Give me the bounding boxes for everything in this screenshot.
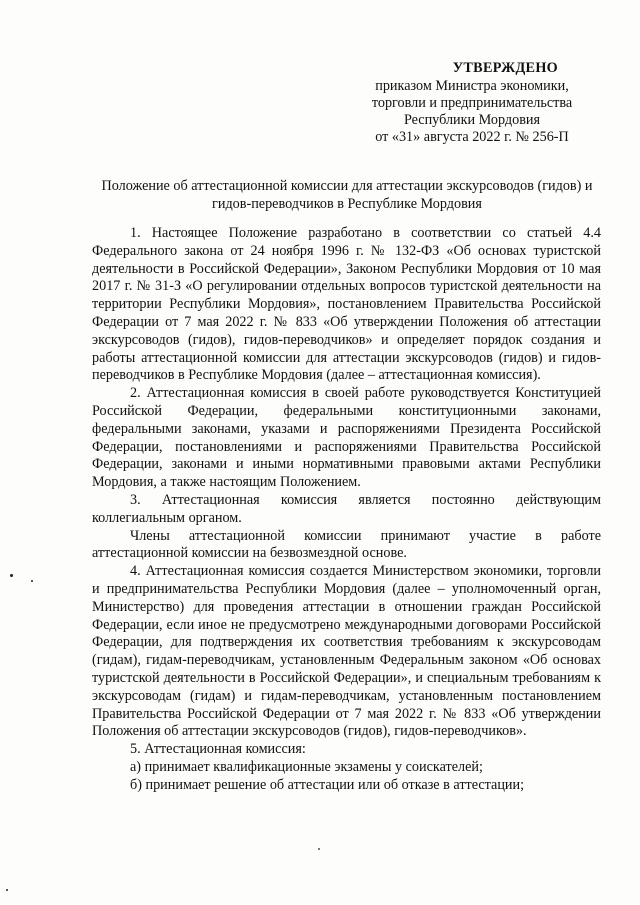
list-item-a: а) принимает квалификационные экзамены у соискателей;	[130, 758, 483, 775]
paragraph-1: 1. Настоящее Положение разработано в соответствии со статьей 4.4 Федерального закона от 24 ноября 1996 г. № 132-ФЗ «Об основах туристской деятельности в Российской Федерации», Законом Республики Мордовия от 10 мая 2017 г. № 31-З «О регулировании отдельных вопросов туристской деятельности на территории Республики Мордовия», постановлением Правительства Российской Федерации от 7 мая 2022 г. № 833 «Об утверждении Положения об аттестации экскурсоводов (гидов), гидов-переводчиков» и определяет порядок создания и работы аттестационной комиссии для аттестации экскурсоводов (гидов) и гидов-переводчиков в Республике Мордовия (далее – аттестационная комиссия).	[92, 225, 601, 384]
approval-line: торговли и предпринимательства	[371, 95, 573, 111]
approval-line: от «31» августа 2022 г. № 256-П	[375, 129, 569, 145]
document-title: Положение об аттестационной комиссии для аттестации экскурсоводов (гидов) и гидов-переводчиков в Республике Мордовия	[101, 178, 593, 212]
scan-speck	[31, 580, 33, 582]
paragraph-3: 3. Аттестационная комиссия является постоянно действующим коллегиальным органом.	[92, 491, 601, 526]
paragraph-members: Члены аттестационной комиссии принимают участие в работе аттестационной комиссии на безвозмездной основе.	[92, 527, 601, 562]
paragraph-5: 5. Аттестационная комиссия:	[130, 741, 306, 758]
approval-line: Республики Мордовия	[403, 112, 541, 128]
paragraph-2: 2. Аттестационная комиссия в своей работе руководствуется Конституцией Российской Федерации, федеральными конституционными законами, федеральными законами, указами и распоряжениями Президента Российской Федерации, постановлениями и распоряжениями Правительства Российской Федерации, законами и иными нормативными правовыми актами Республики Мордовия, а также настоящим Положением.	[92, 385, 601, 491]
scan-speck	[10, 574, 13, 577]
approval-line: приказом Министра экономики,	[375, 78, 569, 94]
paragraph-4: 4. Аттестационная комиссия создается Министерством экономики, торговли и предпринимательства Республики Мордовия (далее – уполномоченный орган, Министерство) для проведения аттестации в отношении граждан Российской Федерации, если иное не предусмотрено международными договорами Российской Федерации, для подтверждения их соответствия требованиям к экскурсоводам (гидам), гидам-переводчикам, установленным Федеральным законом «Об основах туристской деятельности в Российской Федерации», и специальным требованиям к экскурсоводам (гидам) и гидам-переводчикам, установленным постановлением Правительства Российской Федерации от 7 мая 2022 г. № 833 «Об утверждении Положения об аттестации экскурсоводов (гидов), гидов-переводчиков».	[92, 563, 601, 740]
scan-speck	[318, 848, 320, 850]
approval-heading: УТВЕРЖДЕНО	[452, 60, 558, 76]
approval-block	[352, 60, 592, 146]
document-body	[92, 225, 601, 795]
list-item-b: б) принимает решение об аттестации или об отказе в аттестации;	[130, 776, 525, 793]
scan-speck	[6, 889, 8, 891]
